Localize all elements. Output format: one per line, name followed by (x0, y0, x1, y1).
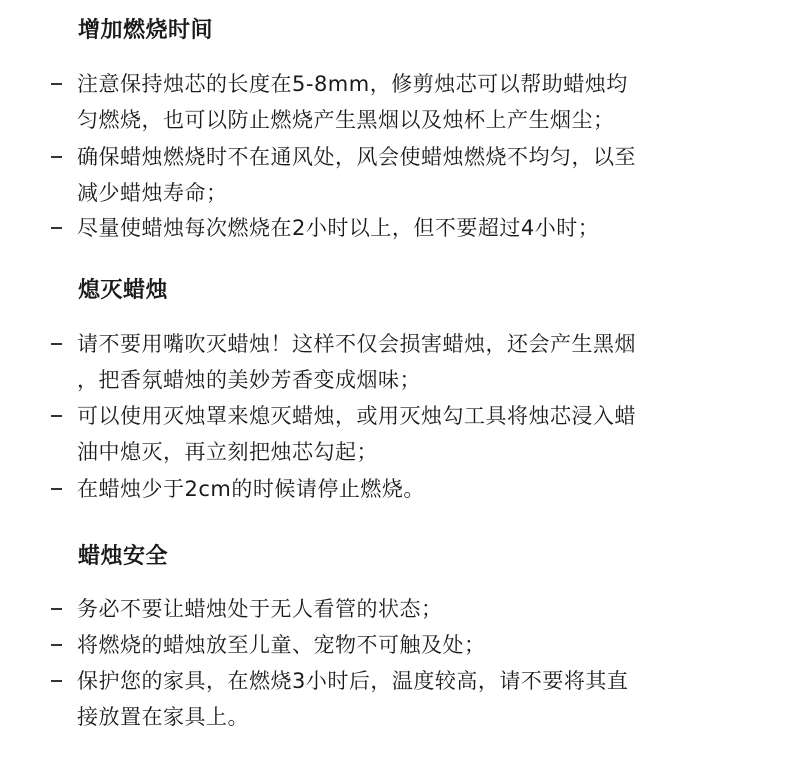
section-title: 增加燃烧时间 (78, 18, 214, 43)
list-item-line: 尽量使蜡烛每次燃烧在2小时以上，但不要超过4小时； (77, 216, 600, 240)
dash-bullet (51, 83, 62, 85)
dash-bullet (51, 608, 62, 610)
list-item-line: 将燃烧的蜡烛放至儿童、宠物不可触及处； (77, 633, 486, 657)
dash-bullet (51, 488, 62, 490)
list-item-line: 减少蜡烛寿命； (77, 181, 228, 205)
section-title: 蜡烛安全 (78, 544, 169, 569)
section-title: 熄灭蜡烛 (78, 278, 169, 303)
dash-bullet (51, 156, 62, 158)
list-item-line: 确保蜡烛燃烧时不在通风处，风会使蜡烛燃烧不均匀，以至 (77, 145, 636, 169)
list-item-line: ，把香氛蜡烛的美妙芳香变成烟味； (77, 368, 421, 392)
list-item-line: 务必不要让蜡烛处于无人看管的状态； (77, 597, 443, 621)
list-item-line: 保护您的家具，在燃烧3小时后，温度较高，请不要将其直 (77, 669, 629, 693)
list-item-line: 在蜡烛少于2cm的时候请停止燃烧。 (77, 477, 425, 501)
dash-bullet (51, 227, 62, 229)
list-item-line: 请不要用嘴吹灭蜡烛！这样不仅会损害蜡烛，还会产生黑烟 (77, 332, 636, 356)
list-item-line: 可以使用灭烛罩来熄灭蜡烛，或用灭烛勾工具将烛芯浸入蜡 (77, 404, 636, 428)
list-item-line: 接放置在家具上。 (77, 705, 249, 729)
list-item-line: 匀燃烧，也可以防止燃烧产生黑烟以及烛杯上产生烟尘； (77, 108, 615, 132)
list-item-line: 注意保持烛芯的长度在5-8mm，修剪烛芯可以帮助蜡烛均 (77, 72, 628, 96)
list-item-line: 油中熄灭，再立刻把烛芯勾起； (77, 440, 378, 464)
dash-bullet (51, 680, 62, 682)
dash-bullet (51, 343, 62, 345)
dash-bullet (51, 644, 62, 646)
dash-bullet (51, 415, 62, 417)
